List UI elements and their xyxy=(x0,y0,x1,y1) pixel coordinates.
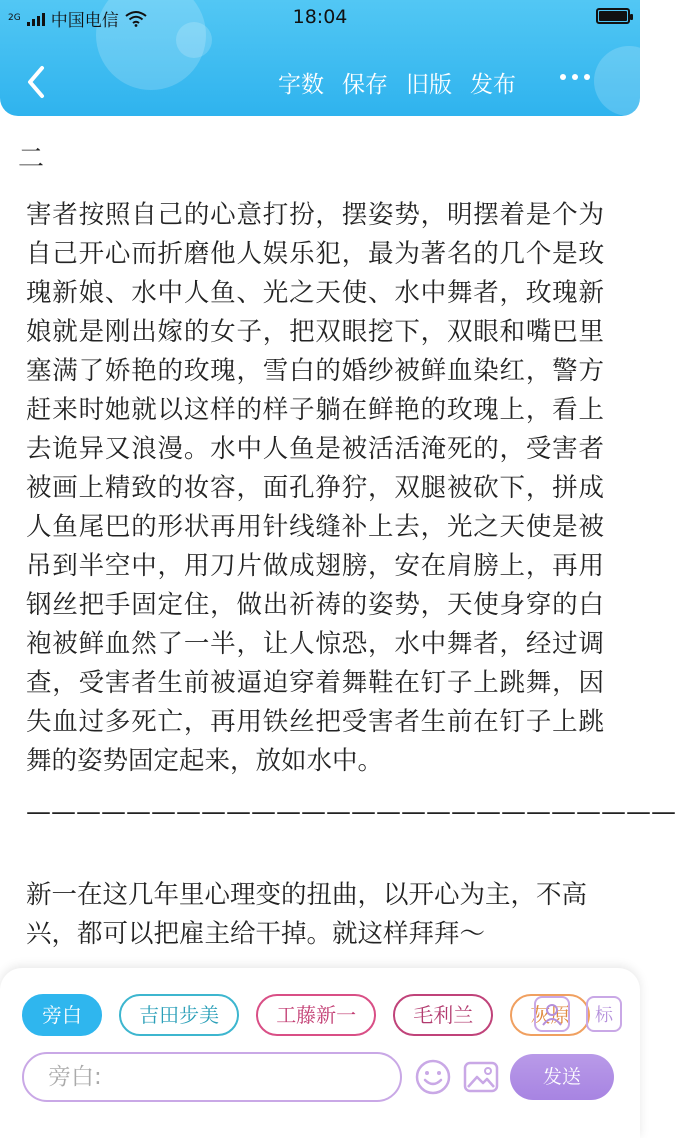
back-arrow-icon[interactable] xyxy=(18,62,58,102)
article-paragraph: 新一在这几年里心理变的扭曲，以开心为主，不高兴，都可以把雇主给干掉。就这样拜拜～ xyxy=(26,880,588,949)
old-version-button[interactable]: 旧版 xyxy=(406,72,452,98)
battery-icon xyxy=(596,8,630,24)
section-number: 二 xyxy=(18,144,45,174)
nav-actions xyxy=(278,66,516,99)
role-chip[interactable]: 毛利兰 xyxy=(393,994,493,1036)
role-chip[interactable]: 灰原 xyxy=(510,994,590,1036)
save-button[interactable]: 保存 xyxy=(342,72,388,98)
image-icon[interactable] xyxy=(462,1058,500,1096)
person-glyph xyxy=(540,1001,564,1027)
network-type: 2G xyxy=(8,13,21,23)
contact-card-icon[interactable] xyxy=(534,996,570,1032)
text-divider: —————————————————————————— xyxy=(26,797,676,826)
word-count-button[interactable]: 字数 xyxy=(278,72,324,98)
top-header xyxy=(0,0,640,116)
decor-bubble xyxy=(594,46,664,116)
label-icon[interactable]: 标 xyxy=(586,996,622,1032)
role-chip-narrator[interactable]: 旁白 xyxy=(22,994,102,1036)
role-chip[interactable]: 工藤新一 xyxy=(256,994,376,1036)
article-paragraph: 害者按照自己的心意打扮，摆姿势，明摆着是个为自己开心而折磨他人娱乐犯，最为著名的几个是玫瑰新娘、水中人鱼、光之天使、水中舞者，玫瑰新娘就是刚出嫁的女子，把双眼挖下，双眼和嘴巴里塞满了娇艳的玫瑰，雪白的婚纱被鲜血染红，警方赶来时她就以这样的样子躺在鲜艳的玫瑰上，看上去诡异又浪漫。水中人鱼是被活活淹死的，受害者被画上精致的妆容，面孔狰狞，双腿被砍下，拼成人鱼尾巴的形状再用针线缝补上去，光之天使是被吊到半空中，用刀片做成翅膀，安在肩膀上，再用钢丝把手固定住，做出祈祷的姿势，天使身穿的白袍被鲜血然了一半，让人惊恐，水中舞者，经过调查，受害者生前被逼迫穿着舞鞋在钉子上跳舞，因失血过多死亡，再用铁丝把受害者生前在钉子上跳舞的姿势固定起来，放如水中。 xyxy=(26,200,604,776)
status-time: 18:04 xyxy=(292,6,348,28)
role-selector xyxy=(22,994,571,1038)
send-button[interactable]: 发送 xyxy=(510,1054,614,1100)
carrier-name: 中国电信 xyxy=(50,11,119,31)
emoji-icon[interactable] xyxy=(414,1058,452,1096)
more-dots-icon[interactable] xyxy=(560,74,590,80)
status-bar xyxy=(0,0,640,36)
publish-button[interactable]: 发布 xyxy=(470,72,516,98)
role-chip[interactable]: 吉田步美 xyxy=(119,994,239,1036)
message-input[interactable] xyxy=(48,1064,400,1090)
composer-panel xyxy=(0,968,640,1138)
message-input-wrapper xyxy=(22,1052,402,1102)
